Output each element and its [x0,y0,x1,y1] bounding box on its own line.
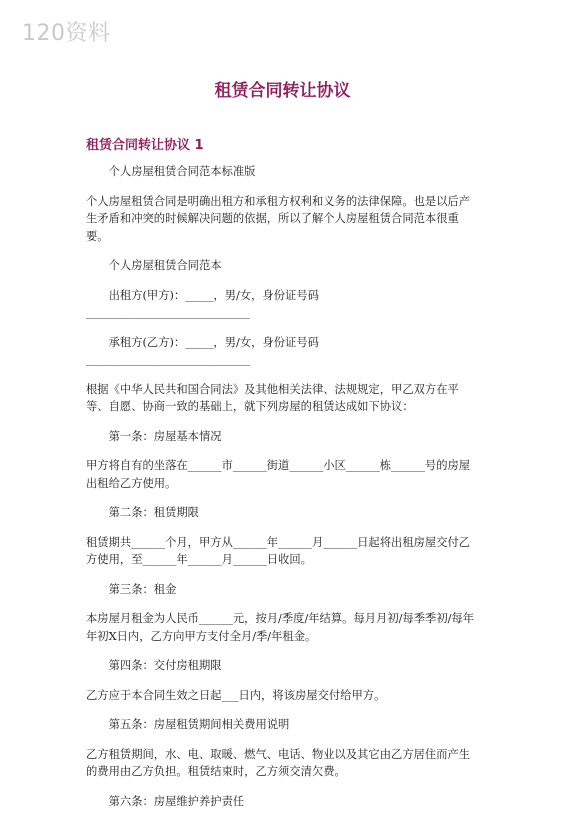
section-heading: 租赁合同转让协议 1 [86,138,204,153]
paragraph: 第六条：房屋维护养护责任 [108,794,245,808]
paragraph: 第二条：租赁期限 [108,506,199,519]
paragraph: 租赁期共______个月，甲方从______年______月______日起将出租房屋交付乙方使用，至______年______月______日收回。 [86,535,471,566]
watermark: 120资料 [22,21,111,46]
paragraph: 个人房屋租赁合同范本 [108,259,222,272]
paragraph: 承租方(乙方)：_____，男/女，身份证号码_____________________________ [86,335,319,366]
paragraph: 根据《中华人民共和国合同法》及其他相关法律、法规规定，甲乙双方在平等、自愿、协商一致的基础上，就下列房屋的租赁达成如下协议： [86,382,459,413]
paragraph: 第三条：租金 [108,582,177,596]
paragraph: 个人房屋租赁合同范本标准版 [108,165,256,178]
paragraph: 出租方(甲方)：_____，男/女，身份证号码_____________________________ [86,288,319,319]
paragraph: 第四条：交付房租期限 [108,659,222,672]
paragraph: 第五条：房屋租赁期间相关费用说明 [108,718,290,731]
paragraph: 第一条：房屋基本情况 [108,429,222,443]
paragraph: 本房屋月租金为人民币______元，按月/季度/年结算。每月月初/每季季初/每年年初X日内，乙方向甲方支付全月/季/年租金。 [86,612,475,643]
paragraph: 乙方应于本合同生效之日起___日内，将该房屋交付给甲方。 [86,688,386,702]
paragraph: 甲方将自有的坐落在______市______街道______小区______栋______号的房屋出租给乙方使用。 [86,459,471,490]
paragraph: 个人房屋租赁合同是明确出租方和承租方权利和义务的法律保障。也是以后产生矛盾和冲突的时候解决问题的依据，所以了解个人房屋租赁合同范本很重要。 [86,194,471,243]
paragraph: 乙方租赁期间，水、电、取暖、燃气、电话、物业以及其它由乙方居住而产生的费用由乙方负担。租赁结束时，乙方须交清欠费。 [86,747,471,778]
document-title: 租赁合同转让协议 [214,81,351,101]
document-body [86,163,478,822]
